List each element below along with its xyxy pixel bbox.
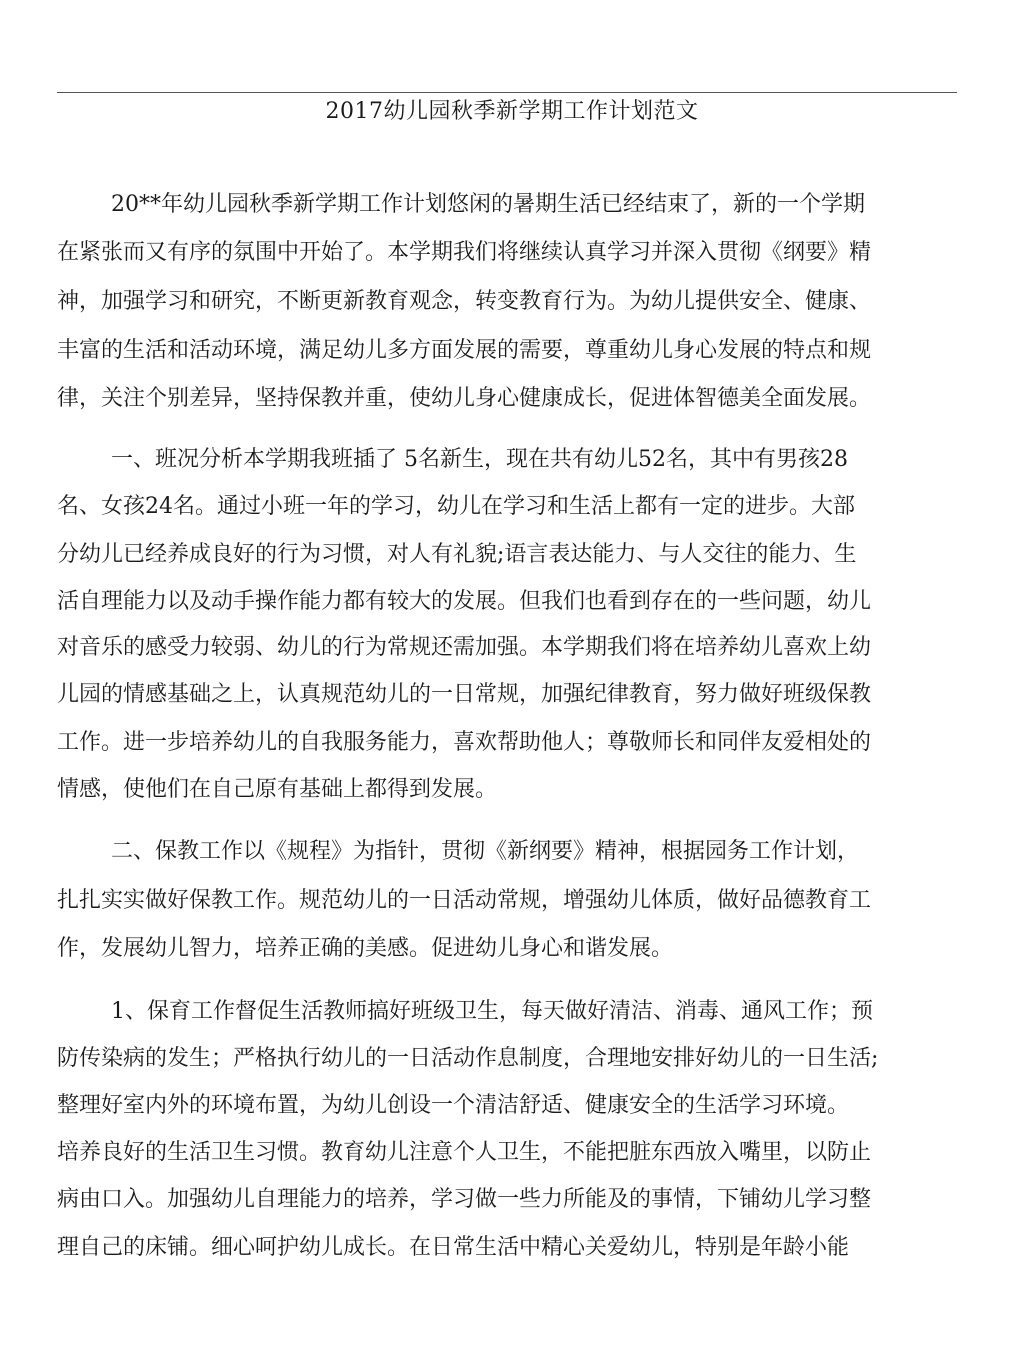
document-title: 2017幼儿园秋季新学期工作计划范文 — [325, 99, 699, 124]
paragraph-line: 丰富的生活和活动环境，满足幼儿多方面发展的需要，尊重幼儿身心发展的特点和规 — [57, 338, 872, 363]
paragraph-line: 在紧张而又有序的氛围中开始了。本学期我们将继续认真学习并深入贯彻《纲要》精 — [57, 240, 872, 265]
paragraph-line: 作，发展幼儿智力，培养正确的美感。促进幼儿身心和谐发展。 — [57, 936, 674, 961]
paragraph-line: 理自己的床铺。细心呵护幼儿成长。在日常生活中精心关爱幼儿，特别是年龄小能 — [57, 1235, 850, 1260]
paragraph-line: 1、保育工作督促生活教师搞好班级卫生，每天做好清洁、消毒、通风工作；预 — [111, 999, 873, 1024]
paragraph-line: 情感，使他们在自己原有基础上都得到发展。 — [57, 777, 498, 802]
paragraph-line: 一、班况分析本学期我班插了 5名新生，现在共有幼儿52名，其中有男孩28 — [111, 447, 848, 472]
paragraph-line: 病由口入。加强幼儿自理能力的培养，学习做一些力所能及的事情，下铺幼儿学习整 — [57, 1187, 872, 1212]
paragraph-line: 整理好室内外的环境布置，为幼儿创设一个清洁舒适、健康安全的生活学习环境。 — [57, 1093, 850, 1118]
paragraph-line: 活自理能力以及动手操作能力都有较大的发展。但我们也看到存在的一些问题，幼儿 — [57, 589, 872, 614]
paragraph-line: 分幼儿已经养成良好的行为习惯，对人有礼貌;语言表达能力、与人交往的能力、生 — [57, 542, 857, 567]
paragraph-line: 二、保教工作以《规程》为指针，贯彻《新纲要》精神，根据园务工作计划， — [111, 839, 860, 864]
paragraph-line: 儿园的情感基础之上，认真规范幼儿的一日常规，加强纪律教育，努力做好班级保教 — [57, 682, 872, 707]
paragraph-line: 培养良好的生活卫生习惯。教育幼儿注意个人卫生，不能把脏东西放入嘴里，以防止 — [57, 1140, 872, 1165]
paragraph-line: 律，关注个别差异，坚持保教并重，使幼儿身心健康成长，促进体智德美全面发展。 — [57, 386, 872, 411]
paragraph-line: 名、女孩24名。通过小班一年的学习，幼儿在学习和生活上都有一定的进步。大部 — [57, 494, 855, 519]
paragraph-line: 20**年幼儿园秋季新学期工作计划悠闲的暑期生活已经结束了，新的一个学期 — [111, 192, 865, 217]
paragraph-line: 对音乐的感受力较弱、幼儿的行为常规还需加强。本学期我们将在培养幼儿喜欢上幼 — [57, 635, 872, 660]
paragraph-line: 扎扎实实做好保教工作。规范幼儿的一日活动常规，增强幼儿体质，做好品德教育工 — [57, 888, 872, 913]
header-rule — [57, 92, 957, 93]
paragraph-line: 神，加强学习和研究，不断更新教育观念，转变教育行为。为幼儿提供安全、健康、 — [57, 289, 872, 314]
paragraph-line: 防传染病的发生；严格执行幼儿的一日活动作息制度，合理地安排好幼儿的一日生活; — [57, 1046, 879, 1071]
paragraph-line: 工作。进一步培养幼儿的自我服务能力，喜欢帮助他人；尊敬师长和同伴友爱相处的 — [57, 730, 872, 755]
